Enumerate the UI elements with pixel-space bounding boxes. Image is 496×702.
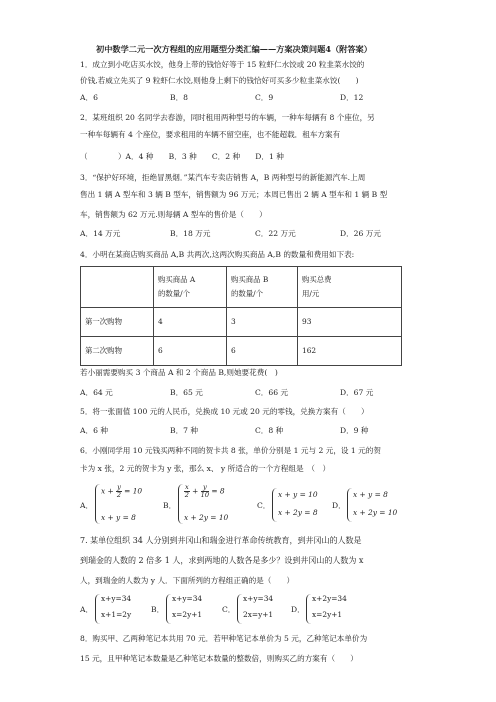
- q4-option-b: B．65 元: [170, 388, 203, 397]
- table-cell: 6: [227, 337, 298, 366]
- q7-option-c-label: C．: [222, 605, 236, 614]
- q3-line2: 售出 1 辆 A 型车和 3 辆 B 型车，销售额为 96 万元；本周已售出 2 辆 A 型车和 1 辆 B 型: [80, 190, 388, 199]
- q7-c-brace: [237, 594, 242, 624]
- q7-d-eq1: x+2y=34: [312, 594, 347, 603]
- table-header-cell: 购买商品 B 的数量/个: [227, 267, 298, 308]
- q7-option-b-label: B．: [151, 605, 165, 614]
- q1-option-d: D．12: [340, 93, 364, 102]
- q3-line1: 3．“保护好环境，拒绝冒黑烟．”某汽车专卖店销售 A，B 两种型号的新能源汽车.上周: [80, 173, 366, 182]
- document-title: 初中数学二元一次方程组的应用题型分类汇编——方案决策问题4（附答案）: [96, 44, 372, 54]
- q6-option-d-label: D．: [332, 501, 346, 510]
- purchase-table: [80, 266, 402, 366]
- table-row: [81, 337, 402, 366]
- q2-line2: 一种车每辆有 4 个座位，要求租用的车辆不留空座，也不能超载．租车方案有: [80, 130, 341, 139]
- q4-line1: 4．小明在某商店购买商品 A,B 共两次,这两次购买商品 A,B 的数量和费用如下表:: [80, 250, 355, 259]
- q6-c-eq2: x + 2y = 8: [278, 508, 318, 517]
- q6-d-brace: [347, 488, 352, 522]
- table-cell: 第一次购物: [81, 308, 154, 337]
- q3-option-a: A．14 万元: [80, 229, 121, 238]
- q3-option-d: D．26 万元: [340, 229, 381, 238]
- q3-options: [80, 229, 381, 239]
- q4-option-a: A．64 元: [80, 388, 113, 397]
- q7-c-eq2: 2x=y+1: [243, 610, 274, 619]
- q1-option-b: B．8: [170, 93, 189, 102]
- q6-d-eq1: x + y = 8: [353, 490, 388, 499]
- q5-option-d: D．9 种: [340, 426, 369, 435]
- q5-line1: 5．将一张面值 100 元的人民币，兑换成 10 元或 20 元的零钱，兑换方案有（ ）: [80, 407, 369, 416]
- table-header-cell: 购买总费 用/元: [298, 267, 402, 308]
- table-cell: 6: [154, 337, 227, 366]
- q6-a-brace: [95, 484, 100, 524]
- q4-option-d: D．67 元: [340, 388, 374, 397]
- q5-option-c: C．8 种: [255, 426, 284, 435]
- q5-option-a: A．6 种: [80, 426, 108, 435]
- q4-options: [80, 388, 373, 398]
- q7-option-d-label: D．: [291, 605, 305, 614]
- q7-d-brace: [306, 594, 311, 624]
- q6-option-b-label: B．: [163, 501, 177, 510]
- q1-options: [80, 93, 363, 103]
- q6-line1: 6．小刚同学用 10 元钱买两种不同的贺卡共 8 张，单价分别是 1 元与 2 元，设 1 元的贺: [80, 446, 381, 455]
- q6-a-eq1: x + $\frac{y}{2}$ = 10: [101, 483, 143, 499]
- table-cell: 93: [298, 308, 402, 337]
- table-header-row: [81, 267, 402, 308]
- q7-c-eq1: x+y=34: [243, 594, 274, 603]
- q6-a-eq2: x + y = 8: [101, 513, 136, 522]
- q6-line2: 卡为 x 张，2 元的贺卡为 y 张，那么 x、 y 所适合的一个方程组是 （ ）: [80, 464, 331, 473]
- q1-option-a: A．6: [80, 93, 98, 102]
- q6-c-brace: [272, 488, 277, 522]
- table-cell: 4: [154, 308, 227, 337]
- q5-options: [80, 426, 369, 436]
- q7-b-brace: [166, 594, 171, 624]
- q6-d-eq2: x + 2y = 10: [353, 508, 398, 517]
- q6-b-eq2: x + 2y = 10: [184, 513, 229, 522]
- q7-line3: 人，到瑞金的人数为 y 人．下面所列的方程组正确的是（ ）: [80, 576, 295, 585]
- q8-line2: 15 元，且甲种笔记本数量是乙种笔记本数量的整数倍，则购买乙的方案有（ ）: [80, 654, 358, 663]
- q7-option-a-label: A．: [80, 605, 94, 614]
- q7-a-eq1: x+y=34: [101, 594, 132, 603]
- q3-option-b: B．18 万元: [170, 229, 211, 238]
- q4-after: 若小丽需要购买 3 个商品 A 和 2 个商品 B,则她要花费( ): [80, 368, 278, 377]
- q6-c-eq1: x + y = 10: [278, 490, 318, 499]
- table-cell: 162: [298, 337, 402, 366]
- fraction: $\frac{y}{2}$: [116, 483, 122, 499]
- q6-option-a-label: A．: [80, 501, 94, 510]
- q6-option-c-label: C．: [257, 501, 271, 510]
- q7-b-eq1: x+y=34: [172, 594, 203, 603]
- table-cell: 3: [227, 308, 298, 337]
- q6-b-brace: [178, 484, 183, 524]
- q3-option-c: C．22 万元: [255, 229, 296, 238]
- q2-line1: 2．某班组织 20 名同学去春游，同时租用两种型号的车辆，一种车每辆有 8 个座位，另: [80, 113, 375, 122]
- table-cell: 第二次购物: [81, 337, 154, 366]
- fraction: $\frac{x}{2}$: [184, 483, 189, 499]
- q4-option-c: C．66 元: [255, 388, 289, 397]
- q5-option-b: B．7 种: [170, 426, 199, 435]
- q7-a-eq2: x+1=2y: [101, 610, 132, 619]
- q7-a-brace: [95, 594, 100, 624]
- q3-line3: 车，销售额为 62 万元.则每辆 A 型车的售价是（ ）: [80, 210, 267, 219]
- q7-d-eq2: x=2y+1: [312, 610, 343, 619]
- table-header-cell: 购买商品 A 的数量/个: [154, 267, 227, 308]
- q1-option-c: C．9: [255, 93, 274, 102]
- q1-line2: 价钱,若威立先买了 9 粒虾仁水饺,则他身上剩下的钱恰好可买多少粒韭菜水饺( ): [80, 76, 359, 85]
- q1-line1: 1．成立到小吃店买水饺，他身上带的钱恰好等于 15 粒虾仁水饺或 20 粒韭菜水饺的: [80, 60, 365, 69]
- q8-line1: 8．购买甲、乙两种笔记本共用 70 元．若甲种笔记本单价为 5 元，乙种笔记本单价为: [80, 634, 368, 643]
- table-row: [81, 308, 402, 337]
- table-header-cell: [81, 267, 154, 308]
- q6-b-eq1: $\frac{x}{2}$ + $\frac{y}{10}$ = 8: [184, 483, 225, 499]
- fraction: $\frac{y}{10}$: [200, 483, 210, 499]
- q2-options: （ ）A．4 种 B．3 种 C．2 种 D．1 种: [80, 152, 284, 161]
- q7-line2: 到瑞金的人数的 2 倍多 1 人，求到两地的人数各是多少？设到井冈山的人数为 x: [80, 556, 364, 565]
- q7-line1: 7. 某单位组织 34 人分别到井冈山和瑞金进行革命传统教育，到井冈山的人数是: [80, 536, 362, 545]
- q7-b-eq2: x=2y+1: [172, 610, 203, 619]
